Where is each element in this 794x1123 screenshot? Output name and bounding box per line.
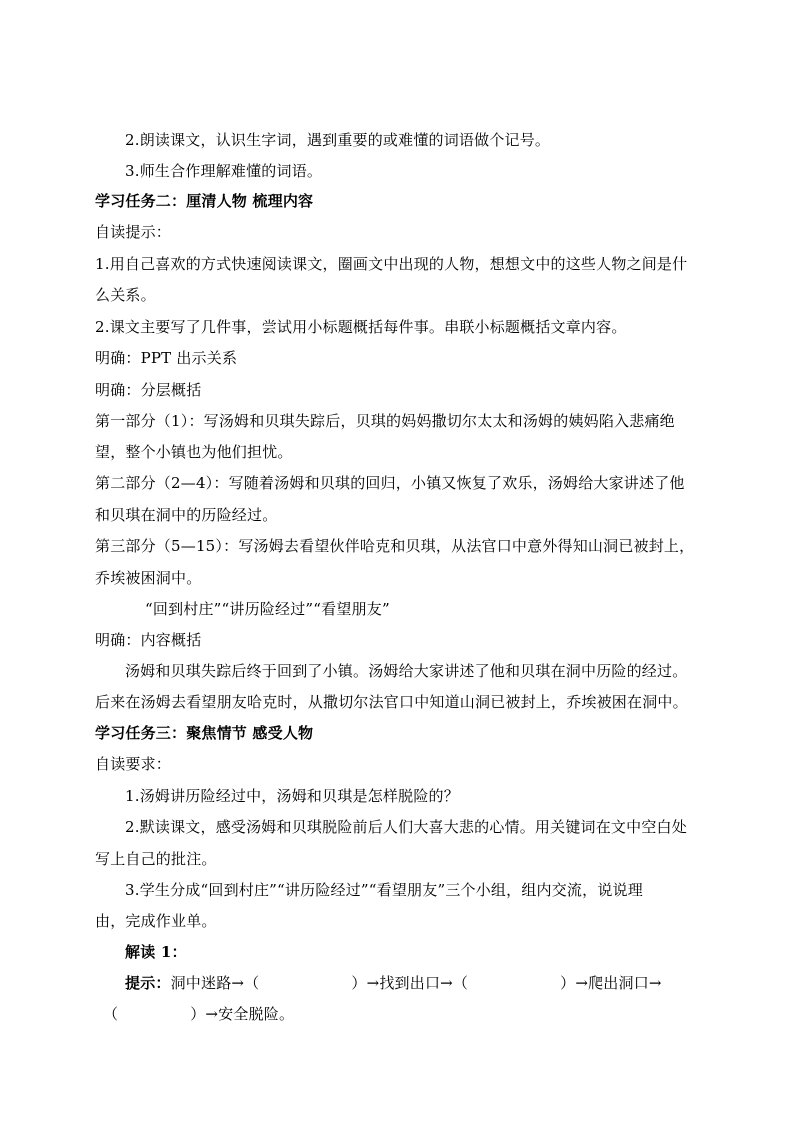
hint-segment: ）→安全脱险。	[190, 1005, 295, 1023]
fill-blank-2[interactable]	[468, 987, 560, 988]
paragraph-line: 望，整个小镇也为他们担忧。	[95, 443, 293, 461]
paragraph-line: 2.朗读课文，认识生字词，遇到重要的或难懂的词语做个记号。	[125, 131, 551, 149]
fill-blank-3[interactable]	[118, 1018, 190, 1019]
paragraph-line: 3.师生合作理解难懂的词语。	[125, 162, 323, 180]
paragraph-line: 明确：PPT 出示关系	[95, 349, 238, 367]
hint-label: 提示：	[125, 974, 171, 992]
paragraph-line: 第三部分（5—15）：写汤姆去看望伙伴哈克和贝琪，从法官口中意外得知山洞已被封上，	[95, 537, 695, 555]
fill-blank-1[interactable]	[259, 987, 351, 988]
paragraph-line: 写上自己的批注。	[95, 850, 217, 868]
paragraph-line: 第一部分（1）：写汤姆和贝琪失踪后，贝琪的妈妈撒切尔太太和汤姆的姨妈陷入悲痛绝	[95, 412, 675, 430]
paragraph-line: 2.课文主要写了几件事，尝试用小标题概括每件事。串联小标题概括文章内容。	[95, 318, 627, 336]
paragraph-line: 乔埃被困洞中。	[95, 569, 202, 587]
paragraph-line: 由，完成作业单。	[95, 912, 217, 930]
paragraph-line: 3.学生分成“回到村庄”“讲历险经过”“看望朋友”三个小组，组内交流，说说理	[125, 881, 643, 899]
hint-segment: ）→爬出洞口→	[560, 974, 662, 992]
paragraph-line: 1.用自己喜欢的方式快速阅读课文，圈画文中出现的人物，想想文中的这些人物之间是什	[95, 255, 688, 273]
paragraph-line: 后来在汤姆去看望朋友哈克时，从撒切尔法官口中知道山洞已被封上，乔埃被困在洞中。	[95, 693, 688, 711]
paragraph-line: 明确：分层概括	[95, 381, 202, 399]
paragraph-line: 么关系。	[95, 286, 156, 304]
paragraph-line: 1.汤姆讲历险经过中，汤姆和贝琪是怎样脱险的？	[125, 787, 459, 805]
paragraph-line: 自读提示：	[95, 223, 172, 241]
paragraph-line: “回到村庄”“讲历险经过”“看望朋友”	[145, 600, 390, 618]
paragraph-line: 明确：内容概括	[95, 631, 202, 649]
hint-segment: ）→找到出口→（	[351, 974, 469, 992]
paragraph-line: 和贝琪在洞中的历险经过。	[95, 506, 278, 524]
section-heading-task3: 学习任务三：聚焦情节 感受人物	[95, 724, 314, 742]
paragraph-line: 汤姆和贝琪失踪后终于回到了小镇。汤姆给大家讲述了他和贝琪在洞中历险的经过。	[125, 662, 688, 680]
paragraph-line: 2.默读课文，感受汤姆和贝琪脱险前后人们大喜大悲的心情。用关键词在文中空白处	[125, 818, 687, 836]
hint-segment: 洞中迷路→（	[170, 974, 260, 992]
hint-line	[125, 973, 662, 993]
paragraph-line: 第二部分（2—4）：写随着汤姆和贝琪的回归，小镇又恢复了欢乐，汤姆给大家讲述了他	[95, 474, 685, 492]
hint-line-continued	[103, 1004, 294, 1024]
hint-segment: （	[103, 1005, 119, 1023]
reading-label: 解读 1：	[125, 943, 187, 961]
section-heading-task2: 学习任务二：厘清人物 梳理内容	[95, 192, 314, 210]
paragraph-line: 自读要求：	[95, 755, 172, 773]
